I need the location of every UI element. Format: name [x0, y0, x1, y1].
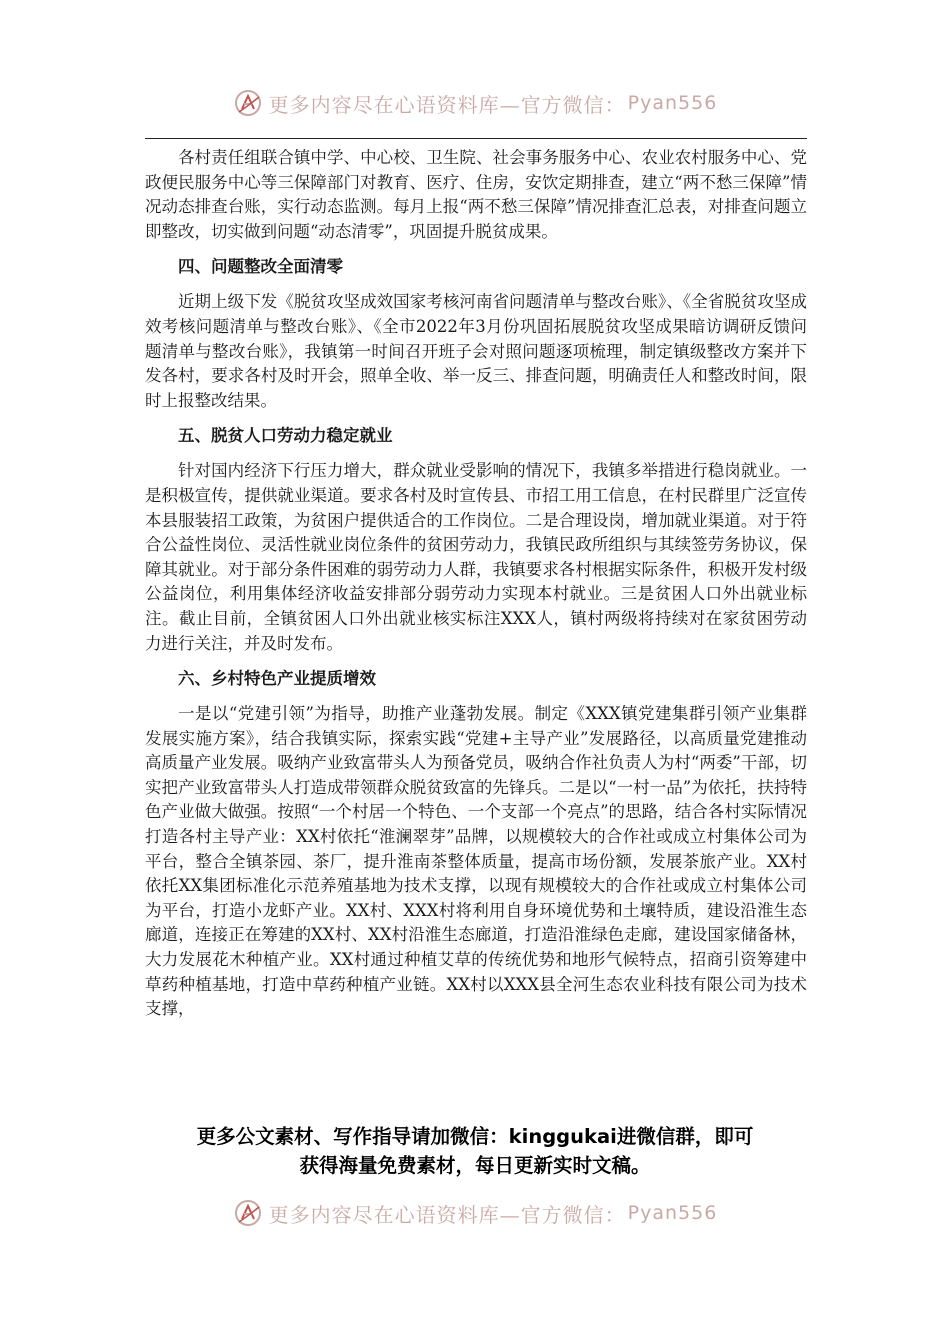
section-paragraph: 近期上级下发《脱贫攻坚成效国家考核河南省问题清单与整改台账》、《全省脱贫攻坚成效考核问题清单与整改台账》、《全市2022年3月份巩固拓展脱贫攻坚成果暗访调研反馈问题清单与整改台账》，我镇第一时间召开班子会对照问题逐项梳理，制定镇级整改方案并下发各村，要求各村及时开会，照单全收、举一反三、排查问题，明确责任人和整改时间，限时上报整改结果。: [145, 292, 807, 410]
promo-line-2: 获得海量免费素材，每日更新实时文稿。: [299, 1154, 651, 1177]
section-heading: 六、乡村特色产业提质增效: [178, 669, 376, 689]
promo-banner: [0, 1122, 950, 1180]
section-heading: 四、问题整改全面清零: [178, 257, 343, 277]
section-paragraph: 一是以“党建引领”为指导，助推产业蓬勃发展。制定《XXX镇党建集群引领产业集群发展实施方案》，结合我镇实际，探索实践“党建+主导产业”发展路径，以高质量党建推动高质量产业发展。吸纳产业致富带头人为预备党员，吸纳合作社负责人为村“两委”干部，切实把产业致富带头人打造成带领群众脱贫致富的先锋兵。二是以“一村一品”为依托，扶持特色产业做大做强。按照“一个村居一个特色、一个支部一个亮点”的思路，结合各村实际情况打造各村主导产业：XX村依托“淮澜翠芽”品牌，以规模较大的合作社或成立村集体公司为平台，整合全镇茶园、茶厂，提升淮南茶整体质量，提高市场份额，发展茶旅产业。XX村依托XX集团标准化示范养殖基地为技术支撑，以现有规模较大的合作社或成立村集体公司为平台，打造小龙虾产业。XX村、XXX村将利用自身环境优势和土壤特质，建设沿淮生态廊道，连接正在筹建的XX村、XX村沿淮生态廊道，打造沿淮绿色走廊，建设国家储备林，大力发展花木种植产业。XX村通过种植艾草的传统优势和地形气候特点，招商引资筹建中草药种植基地，打造中草药种植产业链。XX村以XXX县全河生态农业科技有限公司为技术支撑，: [145, 704, 807, 1019]
intro-paragraph: 各村责任组联合镇中学、中心校、卫生院、社会事务服务中心、农业农村服务中心、党政便民服务中心等三保障部门对教育、医疗、住房，安饮定期排查，建立“两不愁三保障”情况动态排查台账，实行动态监测。每月上报“两不愁三保障”情况排查汇总表，对排查问题立即整改，切实做到问题“动态清零”，巩固提升脱贫成果。: [145, 148, 807, 241]
header-brand-text: 更多内容尽在心语资料库—官方微信：: [268, 92, 626, 117]
header-brand-wechat: Pyan556: [627, 92, 718, 114]
section-heading: 五、脱贫人口劳动力稳定就业: [178, 426, 393, 446]
promo-line-1: 更多公文素材、写作指导请加微信：kinggukai进微信群，即可: [196, 1125, 754, 1148]
brand-logo-icon: [233, 1198, 263, 1228]
section-paragraph: 针对国内经济下行压力增大，群众就业受影响的情况下，我镇多举措进行稳岗就业。一是积极宣传，提供就业渠道。要求各村及时宣传县、市招工用工信息，在村民群里广泛宣传本县服装招工政策，为贫困户提供适合的工作岗位。二是合理设岗，增加就业渠道。对于符合公益性岗位、灵活性就业岗位条件的贫困劳动力，我镇民政所组织与其续签劳务协议，保障其就业。对于部分条件困难的弱劳动力人群，我镇要求各村根据实际条件，积极开发村级公益岗位，利用集体经济收益安排部分弱劳动力实现本村就业。三是贫困人口外出就业标注。截止目前，全镇贫困人口外出就业核实标注XXX人，镇村两级将持续对在家贫困劳动力进行关注，并及时发布。: [145, 461, 807, 653]
header-divider: [145, 138, 807, 139]
footer-watermark: [0, 1196, 950, 1230]
footer-brand-wechat: Pyan556: [627, 1202, 718, 1224]
footer-brand-text: 更多内容尽在心语资料库—官方微信：: [268, 1202, 626, 1227]
document-body: [145, 146, 807, 1022]
header-watermark: [0, 86, 950, 120]
brand-logo-icon: [233, 88, 263, 118]
